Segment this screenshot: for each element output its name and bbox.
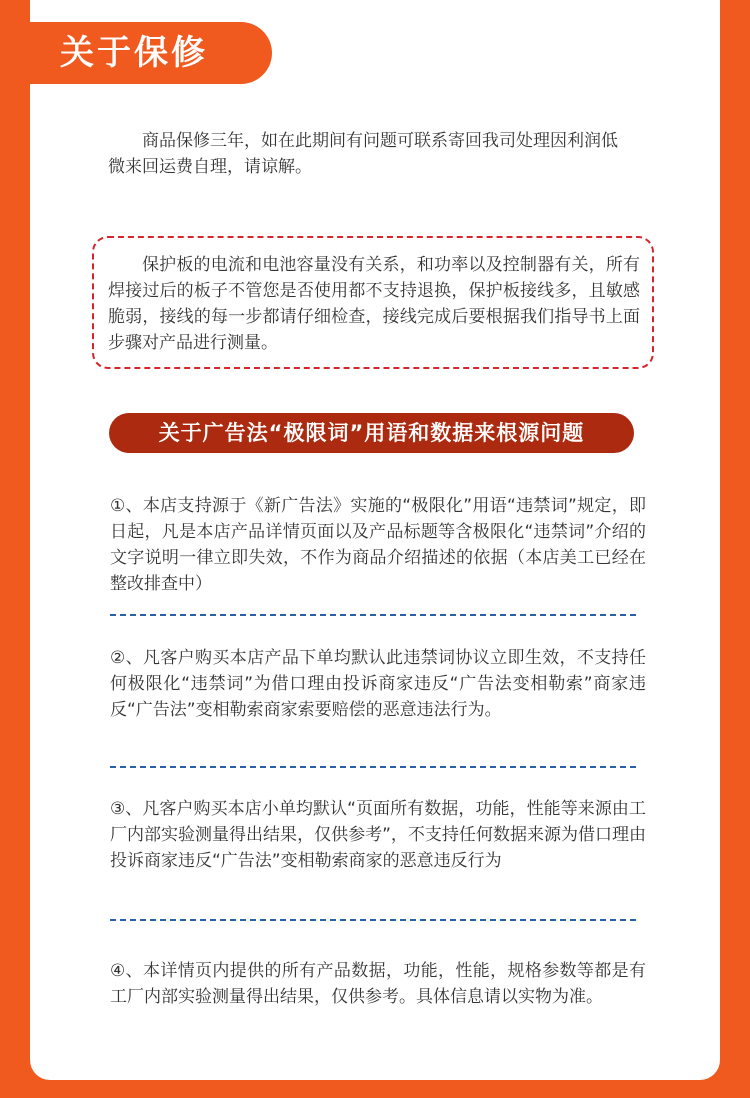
ad-law-item-3: ③、凡客户购买本店小单均默认“页面所有数据，功能，性能等来源由工厂内部实验测量得出结果，仅供参考”，不支持任何数据来源为借口理由投诉商家违反“广告法”变相勒索商家的恶意违反行为 [110, 799, 646, 871]
ad-law-item-2: ②、凡客户购买本店产品下单均默认此违禁词协议立即生效，不支持任何极限化“违禁词”为借口理由投诉商家违反“广告法变相勒索”商家违反“广告法”变相勒索商家索要赔偿的恶意违法行为。 [110, 648, 646, 720]
dashed-divider [110, 766, 636, 768]
ad-law-banner: 关于广告法“极限词”用语和数据来根源问题 [109, 413, 634, 453]
ad-law-item-4: ④、本详情页内提供的所有产品数据，功能，性能，规格参数等都是有工厂内部实验测量得出结果，仅供参考。具体信息请以实物为准。 [110, 961, 646, 1007]
warranty-text: 商品保修三年，如在此期间有问题可联系寄回我司处理因利润低微来回运费自理，请谅解。 [108, 131, 618, 177]
notice-text: 保护板的电流和电池容量没有关系，和功率以及控制器有关，所有焊接过后的板子不管您是否使用都不支持退换，保护板接线多，且敏感脆弱，接线的每一步都请仔细检查，接线完成后要根据我们指导书上面步骤对产品进行测量。 [108, 255, 640, 353]
page-title: 关于保修 [30, 22, 272, 84]
ad-law-item-1: ①、本店支持源于《新广告法》实施的“极限化”用语“违禁词”规定，即日起，凡是本店产品详情页面以及产品标题等含极限化“违禁词”介绍的文字说明一律立即失效，不作为商品介绍描述的依据（本店美工已经在整改排查中） [110, 496, 646, 594]
dashed-divider [110, 614, 636, 616]
dashed-divider [110, 919, 636, 921]
